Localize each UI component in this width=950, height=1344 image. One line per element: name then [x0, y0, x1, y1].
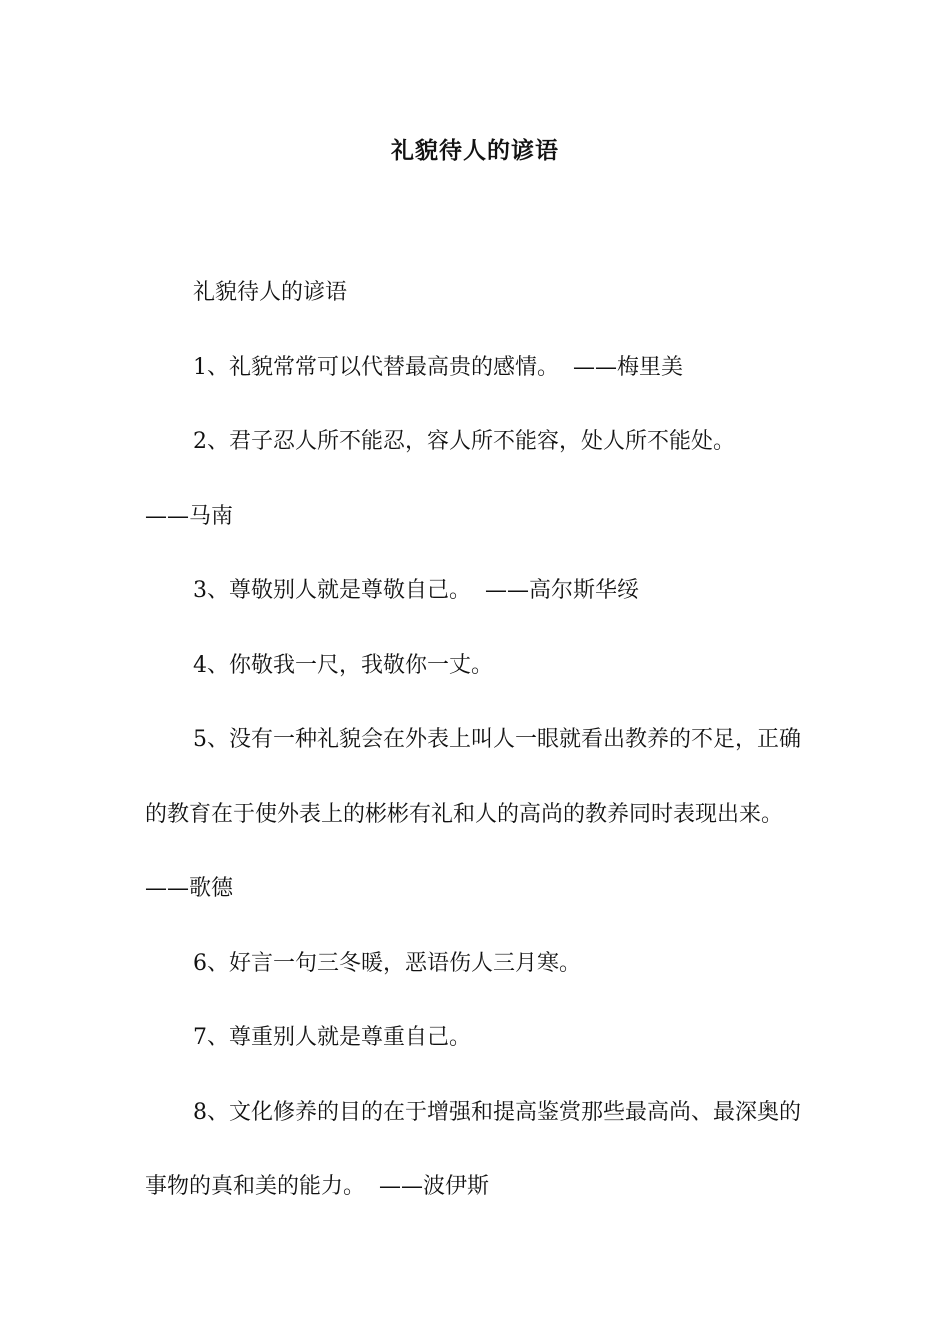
item-number: 8、	[193, 1099, 229, 1125]
proverb-item-5	[145, 703, 810, 927]
item-number: 5、	[193, 727, 229, 752]
proverb-item-6	[145, 927, 810, 1002]
proverb-item-7	[145, 1001, 810, 1076]
item-text: 礼貌常常可以代替最高贵的感情。	[229, 354, 560, 380]
item-number: 7、	[193, 1025, 229, 1050]
item-number: 3、	[193, 578, 229, 603]
item-text: 君子忍人所不能忍，容人所不能容，处人所不能处。	[229, 429, 736, 454]
item-author: ——马南	[145, 503, 234, 529]
item-number: 4、	[193, 652, 229, 678]
item-number: 6、	[193, 950, 229, 976]
item-text: 你敬我一尺，我敬你一丈。	[229, 652, 494, 678]
item-text: 尊敬别人就是尊敬自己。	[229, 578, 472, 603]
item-text: 好言一句三冬暖，恶语伤人三月寒。	[229, 950, 582, 976]
proverb-item-1	[145, 331, 810, 406]
item-number: 1、	[193, 354, 229, 380]
item-author: ——波伊斯	[379, 1174, 490, 1199]
item-author: ——高尔斯华绥	[485, 578, 640, 603]
document-body	[145, 256, 810, 1225]
proverb-item-4	[145, 629, 810, 704]
proverb-item-2	[145, 405, 810, 554]
document-title: 礼貌待人的谚语	[391, 138, 559, 164]
item-author: ——梅里美	[573, 354, 684, 380]
proverb-item-3	[145, 554, 810, 629]
proverb-item-8	[145, 1076, 810, 1225]
item-text: 尊重别人就是尊重自己。	[229, 1025, 472, 1050]
item-text: 文化修养的目的在于增强和提高鉴赏那些最高尚、最深奥的事物的真和美的能力。	[145, 1099, 802, 1199]
section-heading: 礼貌待人的谚语	[193, 280, 348, 305]
item-text: 没有一种礼貌会在外表上叫人一眼就看出教养的不足，正确的教育在于使外表上的彬彬有礼和人的高尚的教养同时表现出来。	[145, 727, 802, 827]
item-author: ——歌德	[145, 876, 234, 901]
item-number: 2、	[193, 429, 229, 454]
